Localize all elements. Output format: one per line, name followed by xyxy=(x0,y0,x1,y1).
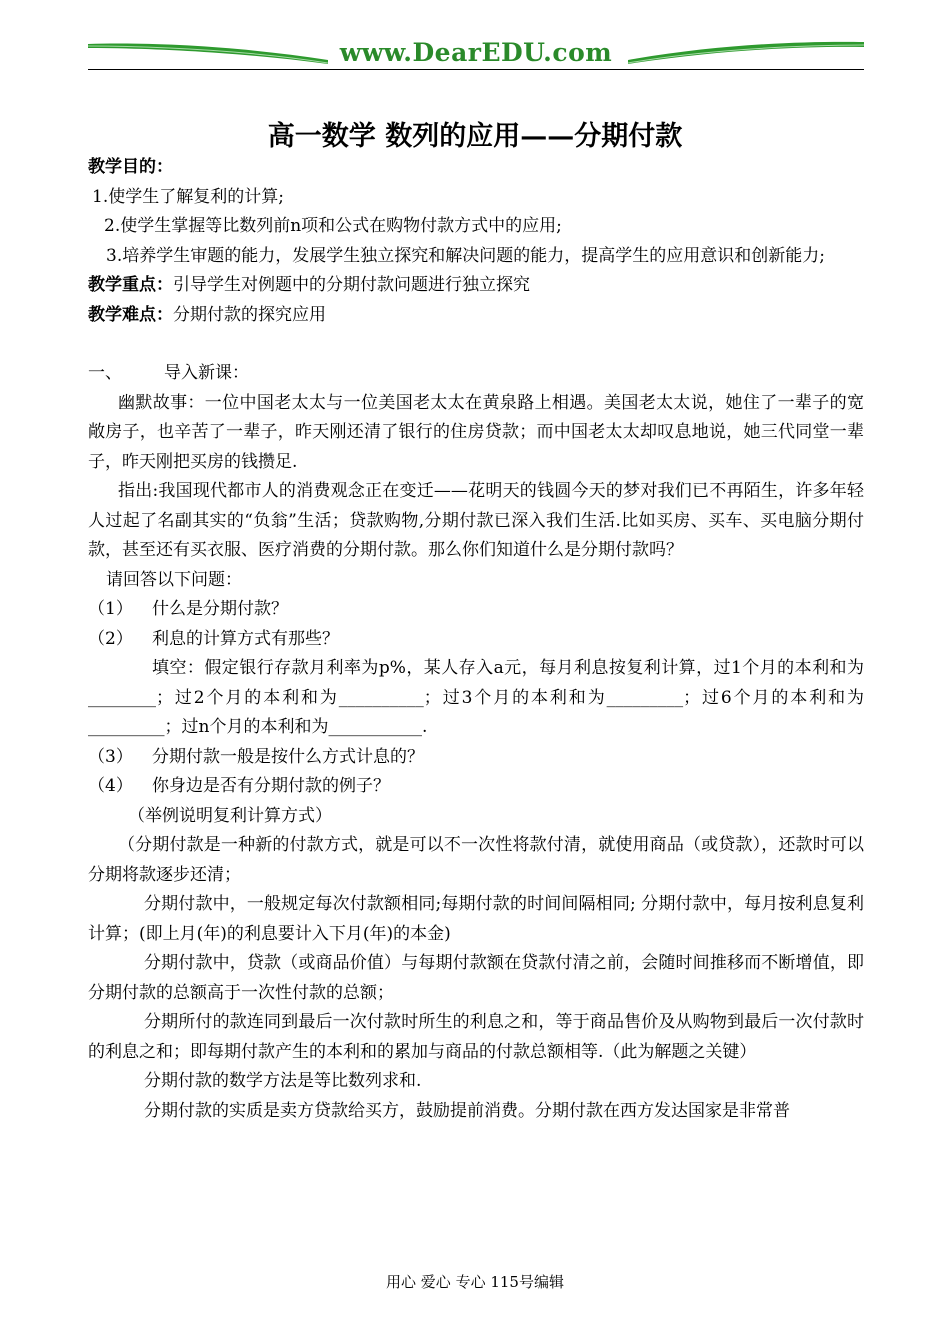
question-text: 利息的计算方式有那些？ xyxy=(152,628,339,649)
section-title: 导入新课： xyxy=(164,363,249,383)
key-point-line xyxy=(88,271,864,301)
document-body xyxy=(88,153,864,1126)
section-number: 一、 xyxy=(88,363,122,383)
objective-item: 2.使学生掌握等比数列前n项和公式在购物付款方式中的应用; xyxy=(104,216,562,236)
spacer xyxy=(88,330,864,359)
key-point-text: 引导学生对例题中的分期付款问题进行独立探究 xyxy=(173,275,530,295)
question-number: （4） xyxy=(88,776,133,796)
question-item xyxy=(88,743,864,773)
point-paragraph: 分期付款中，一般规定每次付款额相同;每期付款的时间间隔相同; 分期付款中，每月按利息复利计算；(即上月(年)的利息要计入下月(年)的本金) xyxy=(88,894,864,944)
pointout-paragraph: 指出:我国现代都市人的消费观念正在变迁——花明天的钱圆今天的梦对我们已不再陌生，许多年轻人过起了名副其实的“负翁”生活；贷款购物,分期付款已深入我们生活.比如买房、买车、买电脑分期付款，甚至还有买衣服、医疗消费的分期付款。那么你们知道什么是分期付款吗？ xyxy=(88,481,864,560)
question-item xyxy=(88,772,864,802)
point-paragraph: 分期付款中，贷款（或商品价值）与每期付款额在贷款付清之前，会随时间推移而不断增值，即分期付款的总额高于一次性付款的总额； xyxy=(88,953,864,1003)
question-item xyxy=(88,625,864,655)
question-text: 你身边是否有分期付款的例子？ xyxy=(152,776,390,796)
difficulty-line xyxy=(88,301,864,331)
point-paragraph: 分期所付的款连同到最后一次付款时所生的利息之和，等于商品售价及从购物到最后一次付款时的利息之和；即每期付款产生的本利和的累加与商品的付款总额相等.（此为解题之关键） xyxy=(88,1012,864,1062)
difficulty-label: 教学难点： xyxy=(88,304,173,325)
objective-item: 1.使学生了解复利的计算; xyxy=(92,186,284,207)
story-paragraph: 幽默故事：一位中国老太太与一位美国老太太在黄泉路上相遇。美国老太太说，她住了一辈子的宽敞房子，也辛苦了一辈子，昨天刚还清了银行的住房贷款；而中国老太太却叹息地说，她三代同堂一辈子，昨天刚把买房的钱攒足. xyxy=(88,392,864,472)
example-note: （举例说明复利计算方式） xyxy=(128,805,332,826)
question-number: （1） xyxy=(88,599,133,619)
site-header-banner xyxy=(88,36,864,72)
site-logo-text[interactable]: www.DearEDU.com xyxy=(339,38,613,67)
section-heading xyxy=(88,359,864,389)
definition-paragraph: （分期付款是一种新的付款方式，就是可以不一次性将款付清，就使用商品（或贷款），还款时可以分期将款逐步还清； xyxy=(88,835,864,885)
point-paragraph: 分期付款的数学方法是等比数列求和. xyxy=(144,1071,422,1091)
objectives-heading: 教学目的： xyxy=(88,157,173,177)
please-answer-line: 请回答以下问题： xyxy=(106,569,242,590)
question-text: 分期付款一般是按什么方式计息的？ xyxy=(152,746,424,767)
question-number: （2） xyxy=(88,628,133,649)
question-number: （3） xyxy=(88,746,133,767)
page-title: 高一数学 数列的应用——分期付款 xyxy=(267,121,683,152)
difficulty-text: 分期付款的探究应用 xyxy=(173,304,326,325)
key-point-label: 教学重点： xyxy=(88,275,173,295)
objective-item: 3.培养学生审题的能力，发展学生独立探究和解决问题的能力，提高学生的应用意识和创新能力; xyxy=(106,245,825,266)
page-footer: 用心 爱心 专心 115号编辑 xyxy=(386,1273,564,1291)
header-divider xyxy=(88,69,864,70)
question-item xyxy=(88,595,864,625)
fill-blank-paragraph: 填空：假定银行存款月利率为p%，某人存入a元，每月利息按复利计算，过1个月的本利和为________；过2个月的本利和为__________；过3个月的本利和为_________；过6个月的本利和为_________；过n个月的本利和为___________. xyxy=(88,658,864,737)
point-paragraph: 分期付款的实质是卖方贷款给买方，鼓励提前消费。分期付款在西方发达国家是非常普 xyxy=(144,1100,790,1121)
question-text: 什么是分期付款？ xyxy=(152,599,288,619)
